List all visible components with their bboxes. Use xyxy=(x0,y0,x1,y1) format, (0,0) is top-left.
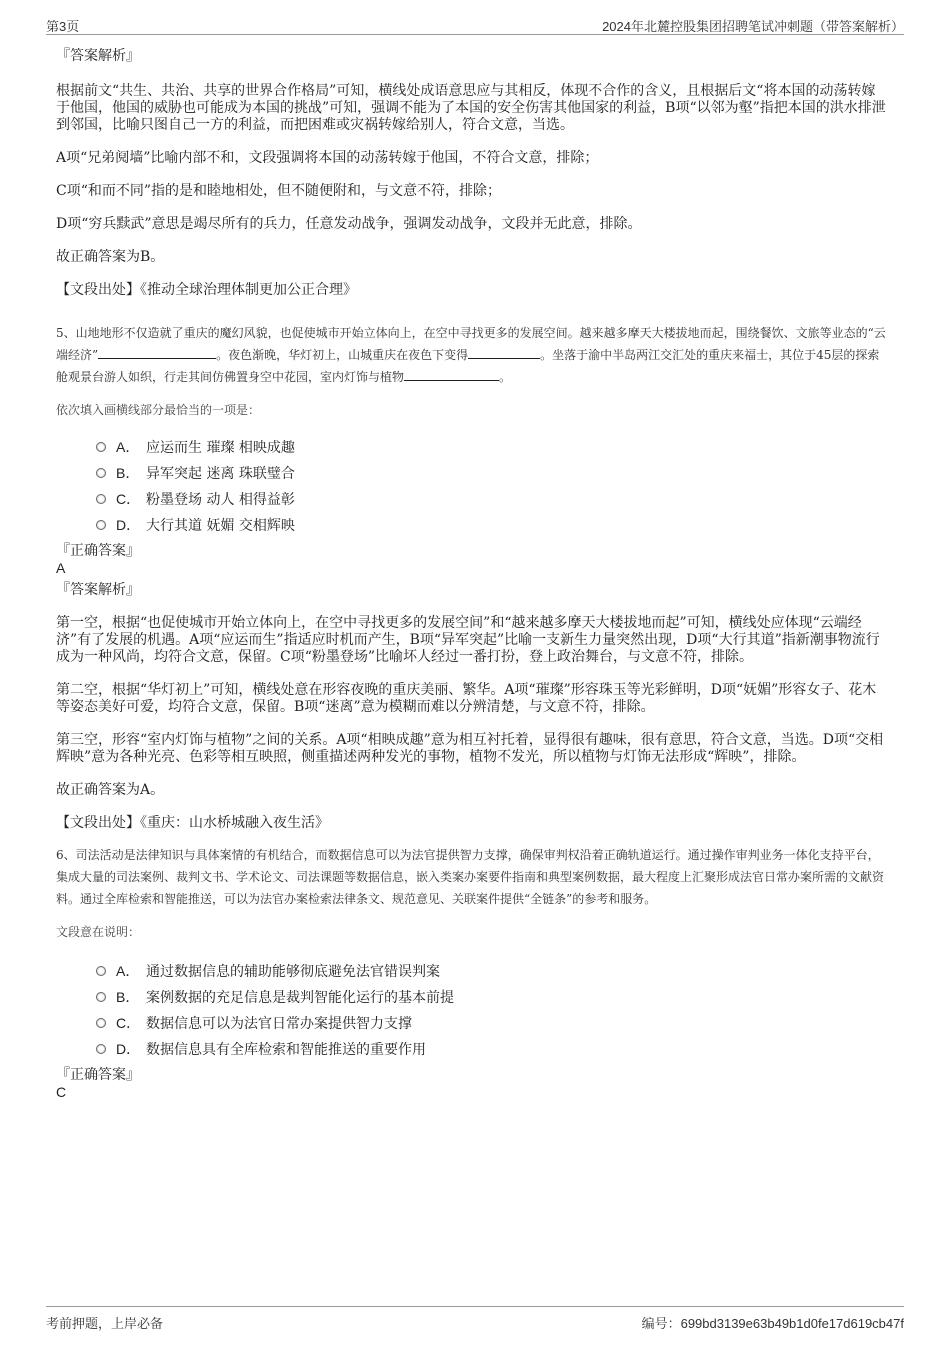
radio-icon[interactable] xyxy=(96,468,106,478)
q6-option-b[interactable]: B． 案例数据的充足信息是裁判智能化运行的基本前提 xyxy=(96,984,888,1010)
q6-option-a[interactable]: A． 通过数据信息的辅助能够彻底避免法官错误判案 xyxy=(96,958,888,984)
footer-slogan: 考前押题，上岸必备 xyxy=(46,1316,164,1331)
q6-option-c[interactable]: C． 数据信息可以为法官日常办案提供智力支撑 xyxy=(96,1010,888,1036)
q5-option-d[interactable]: D． 大行其道 妩媚 交相辉映 xyxy=(96,512,888,538)
q6-option-d[interactable]: D． 数据信息具有全库检索和智能推送的重要作用 xyxy=(96,1036,888,1062)
q5-options xyxy=(56,434,888,538)
q5-blank-1 xyxy=(98,346,216,359)
page-header xyxy=(46,12,904,35)
q6-answer: C xyxy=(56,1084,67,1100)
radio-icon[interactable] xyxy=(96,992,106,1002)
q4-analysis-label: 『答案解析』 xyxy=(56,48,140,64)
q5-question-text: 5、山地地形不仅造就了重庆的魔幻风貌，也促使城市开始立体向上，在空中寻找更多的发展空间。越来越多摩天大楼拔地而起，围绕餐饮、文旅等业态的“云端经济” 。夜色渐晚，华灯初上，山城重庆在夜色下变得 。坐落于渝中半岛两江交汇处的重庆来福士，其位于45层的探索舱观景台游人如织，行走其间仿佛置身空中花园，室内灯饰与植物 。 xyxy=(56,326,886,384)
q6-question-text: 6、司法活动是法律知识与具体案情的有机结合，而数据信息可以为法官提供智力支撑，确保审判权沿着正确轨道运行。通过操作审判业务一体化支持平台，集成大量的司法案例、裁判文书、学术论文、司法课题等数据信息，嵌入类案办案要件指南和典型案例数据，最大程度上汇聚形成法官日常办案所需的文献资料。通过全库检索和智能推送，可以为法官办案检索法律条文、规范意见、关联案件提供“全链条”的参考和服务。 xyxy=(56,848,885,906)
q5-analysis-p2: 第二空，根据“华灯初上”可知，横线处意在形容夜晚的重庆美丽、繁华。A项“璀璨”形容珠玉等光彩鲜明，D项“妩媚”形容女子、花木等姿态美好可爱，均符合文意，保留。B项“迷离”意为模糊而难以分辨清楚，与文意不符，排除。 xyxy=(56,682,877,715)
q5-blank-3 xyxy=(404,368,499,381)
q5-option-c[interactable]: C． 粉墨登场 动人 相得益彰 xyxy=(96,486,888,512)
q5-option-b[interactable]: B． 异军突起 迷离 珠联璧合 xyxy=(96,460,888,486)
q6-options xyxy=(56,958,888,1062)
page-footer xyxy=(46,1306,904,1329)
q5-answer: A xyxy=(56,560,66,576)
q5-answer-label: 『正确答案』 xyxy=(56,543,140,559)
page-content xyxy=(56,44,888,1101)
radio-icon[interactable] xyxy=(96,1018,106,1028)
radio-icon[interactable] xyxy=(96,1044,106,1054)
document-id: 编号：699bd3139e63b49b1d0fe17d619cb47f xyxy=(641,1316,904,1331)
q5-analysis-p3: 第三空，形容“室内灯饰与植物”之间的关系。A项“相映成趣”意为相互衬托着，显得很有趣味，很有意思，符合文意，当选。D项“交相辉映”意为各种光亮、色彩等相互映照，侧重描述两种发光的事物，植物不发光，所以植物与灯饰无法形成“辉映”，排除。 xyxy=(56,732,884,765)
q6-prompt: 文段意在说明： xyxy=(56,925,141,939)
q5-blank-2 xyxy=(468,346,540,359)
radio-icon[interactable] xyxy=(96,494,106,504)
q4-analysis-p2: A项“兄弟阋墙”比喻内部不和，文段强调将本国的动荡转嫁于他国，不符合文意，排除； xyxy=(56,150,599,166)
q5-prompt: 依次填入画横线部分最恰当的一项是： xyxy=(56,403,261,417)
radio-icon[interactable] xyxy=(96,966,106,976)
q4-source: 【文段出处】《推动全球治理体制更加公正合理》 xyxy=(56,282,357,298)
q4-analysis-p1: 根据前文“共生、共治、共享的世界合作格局”可知，横线处成语意思应与其相反，体现不合作的含义，且根据后文“将本国的动荡转嫁于他国，他国的威胁也可能成为本国的挑战”可知，强调不能为了本国的安全伤害其他国家的利益，B项“以邻为壑”指把本国的洪水排泄到邻国，比喻只图自己一方的利益，而把困难或灾祸转嫁给别人，符合文意，当选。 xyxy=(56,83,886,133)
q4-analysis-p4: D项“穷兵黩武”意思是竭尽所有的兵力，任意发动战争，强调发动战争，文段并无此意，排除。 xyxy=(56,216,642,232)
q5-analysis-p1: 第一空，根据“也促使城市开始立体向上，在空中寻找更多的发展空间”和“越来越多摩天大楼拔地而起”可知，横线处应体现“云端经济”有了发展的机遇。A项“应运而生”指适应时机而产生，B项“异军突起”比喻一支新生力量突然出现，D项“大行其道”指新潮事物流行成为一种风尚，均符合文意，保留。C项“粉墨登场”比喻坏人经过一番打扮，登上政治舞台，与文意不符，排除。 xyxy=(56,615,880,665)
radio-icon[interactable] xyxy=(96,442,106,452)
q6-answer-label: 『正确答案』 xyxy=(56,1067,140,1083)
q4-conclusion: 故正确答案为B。 xyxy=(56,249,165,265)
q5-source: 【文段出处】《重庆：山水桥城融入夜生活》 xyxy=(56,815,329,831)
radio-icon[interactable] xyxy=(96,520,106,530)
q4-analysis-p3: C项“和而不同”指的是和睦地相处，但不随便附和，与文意不符，排除； xyxy=(56,183,502,199)
q5-option-a[interactable]: A． 应运而生 璀璨 相映成趣 xyxy=(96,434,888,460)
document-title: 2024年北麓控股集团招聘笔试冲刺题（带答案解析） xyxy=(602,19,904,34)
page-number: 第3页 xyxy=(46,19,80,34)
q5-conclusion: 故正确答案为A。 xyxy=(56,782,165,798)
q5-analysis-label: 『答案解析』 xyxy=(56,582,140,598)
